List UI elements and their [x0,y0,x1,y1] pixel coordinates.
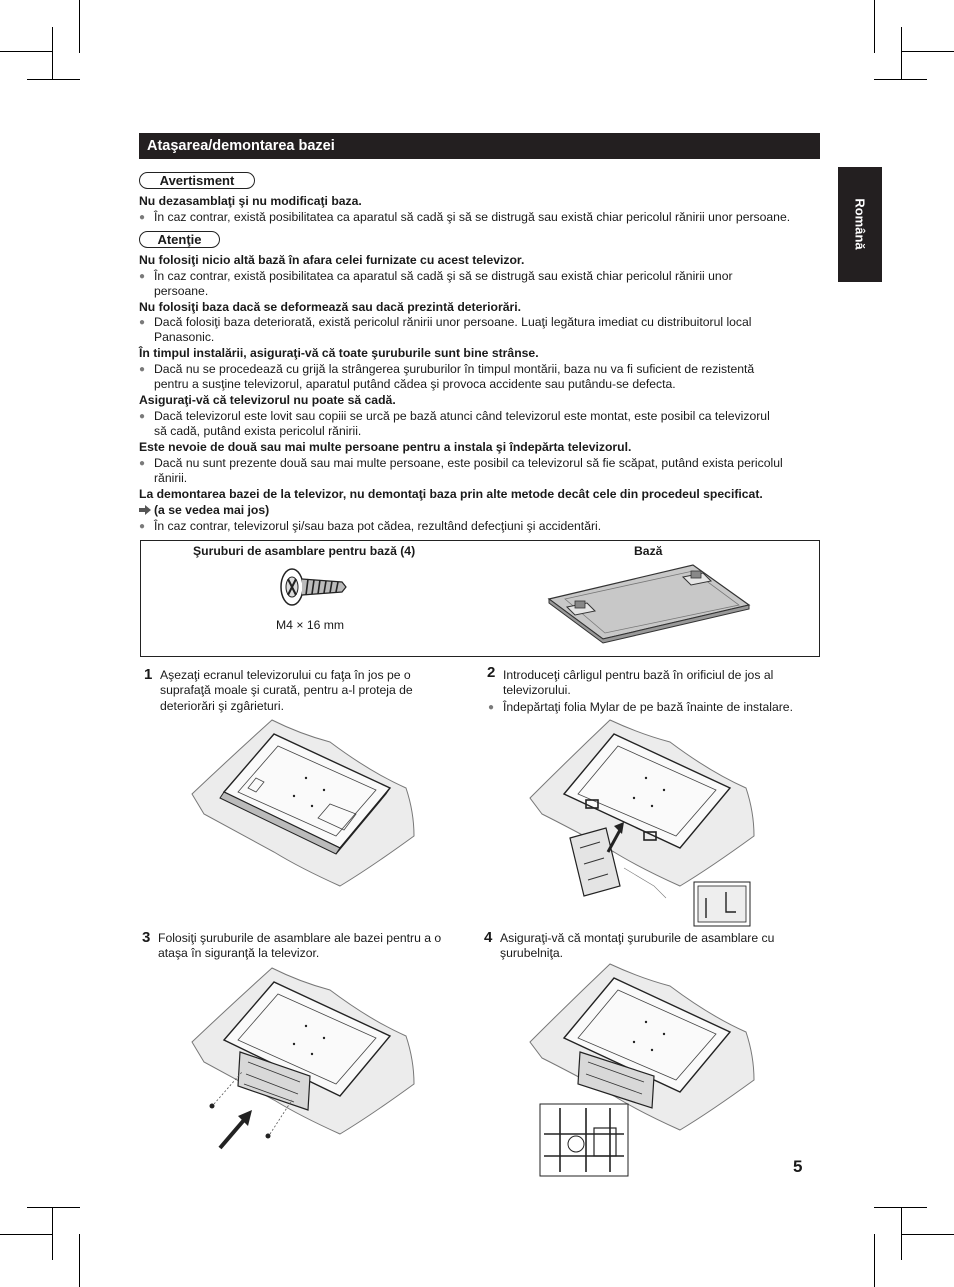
step-number: 3 [142,929,151,946]
screw-icon [278,565,348,609]
arrow-right-icon [139,505,151,515]
step3-illustration [190,966,420,1152]
bullet-text: să cadă, putând exista pericolul rănirii. [154,424,362,438]
language-tab-label: Română [852,198,868,250]
step-text: Asiguraţi-vă că montaţi şuruburile de asamblare cu [500,931,775,945]
base-label: Bază [634,544,663,558]
bullet-text: În caz contrar, există posibilitatea ca aparatul să cadă şi să se distrugă sau există chiar pericolul rănirii unor [154,269,733,283]
section-title: Ataşarea/demontarea bazei [139,133,820,159]
bullet-text: În caz contrar, există posibilitatea ca aparatul să cadă şi să se distrugă sau există chiar pericolul rănirii unor persoane. [154,210,791,224]
step-text: ataşa în siguranţă la televizor. [158,946,320,960]
bullet-text: persoane. [154,284,209,298]
bullet-text: În caz contrar, televizorul şi/sau baza pot cădea, rezultând defecţiuni şi accidentări. [154,519,602,533]
bullet-text: Dacă nu se procedează cu grijă la strângerea şuruburilor în timpul montării, baza nu va fi suficient de rezistentă [154,362,755,376]
bullet-text: Panasonic. [154,330,215,344]
step-text: Introduceţi cârligul pentru bază în orificiul de jos al [503,668,774,682]
step-number: 2 [487,664,496,681]
step-number: 4 [484,929,493,946]
bullet-dot: ● [139,317,146,328]
stand-base-illustration [543,557,753,639]
screw-size: M4 × 16 mm [276,618,345,632]
caution-heading: În timpul instalării, asiguraţi-vă că toate şuruburile sunt bine strânse. [139,346,539,360]
screws-label: Şuruburi de asamblare pentru bază (4) [193,544,416,558]
step-text: suprafaţă moale şi curată, pentru a-l proteja de [160,683,413,697]
bullet-text: Dacă televizorul este lovit sau copiii se urcă pe bază atunci când televizorul este montat, este posibil ca televizorul [154,409,770,423]
crop-mark [874,1234,875,1287]
caution-heading: Este nevoie de două sau mai multe persoane pentru a instala şi îndepărta televizorul. [139,440,632,454]
step-text: deteriorări şi zgârieturi. [160,699,284,713]
caution-heading: La demontarea bazei de la televizor, nu demontaţi baza prin alte metode decât cele din procedeul specificat. [139,487,763,501]
crop-mark [79,1234,80,1287]
step-text: şurubelniţa. [500,946,564,960]
crop-mark [901,27,902,80]
caution-heading: Asiguraţi-vă că televizorul nu poate să cadă. [139,393,396,407]
bullet-dot: ● [139,364,146,375]
reference-link[interactable]: (a se vedea mai jos) [154,503,270,517]
step1-illustration [190,718,418,890]
step4-illustration [530,962,755,1178]
step-text: Aşezaţi ecranul televizorului cu faţa în jos pe o [160,668,411,682]
step-text: Folosiţi şuruburile de asamblare ale bazei pentru a o [158,931,442,945]
bullet-dot: ● [139,212,146,223]
language-tab [838,167,882,282]
bullet-text: Dacă folosiţi baza deteriorată, există pericolul rănirii unor persoane. Luaţi legătura imediat cu distribuitorul local [154,315,752,329]
bullet-text: Dacă nu sunt prezente două sau mai multe persoane, este posibil ca televizorul să fie scăpat, putând exista pericolul [154,456,783,470]
crop-mark [52,1207,53,1260]
crop-mark [901,51,954,52]
bullet-dot: ● [139,411,146,422]
crop-mark [79,0,80,53]
caution-heading: Nu folosiţi nicio altă bază în afara celei furnizate cu acest televizor. [139,253,525,267]
crop-mark [52,27,53,80]
bullet-dot: ● [139,458,146,469]
caution-label: Atenţie [139,231,220,248]
bullet-dot: ● [139,521,146,532]
bullet-dot: ● [139,271,146,282]
bullet-text: pentru a susţine televizorul, aparatul putând cădea şi provoca accidente sau putându-se defecta. [154,377,676,391]
step-number: 1 [144,666,153,683]
bullet-dot: ● [488,702,495,713]
crop-mark [901,1234,954,1235]
warning-label: Avertisment [139,172,255,189]
step-text: televizorului. [503,683,571,697]
step2-illustration [530,718,755,930]
page-number: 5 [793,1157,803,1176]
crop-mark [874,0,875,53]
crop-mark [27,79,80,80]
bullet-text: rănirii. [154,471,188,485]
crop-mark [0,51,53,52]
crop-mark [0,1234,53,1235]
bullet-text: Îndepărtaţi folia Mylar de pe bază înainte de instalare. [503,700,793,714]
parts-box [140,540,820,657]
warning-heading: Nu dezasamblaţi şi nu modificaţi baza. [139,194,362,208]
crop-mark [27,1207,80,1208]
caution-heading: Nu folosiţi baza dacă se deformează sau dacă prezintă deteriorări. [139,300,522,314]
crop-mark [901,1207,902,1260]
